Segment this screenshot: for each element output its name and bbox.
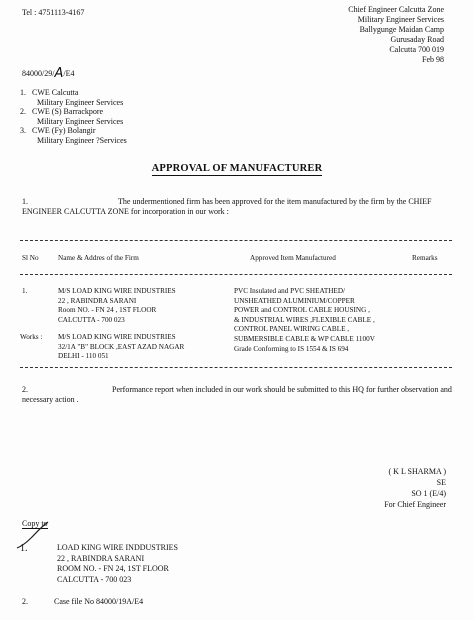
header-firm-name: Name & Addres of the Firm — [58, 254, 139, 262]
office-address-line: Military Engineer Services — [357, 15, 444, 24]
firm-address-line: CALCUTTA - 700 023 — [58, 315, 125, 324]
case-file-entry — [22, 597, 143, 607]
paragraph-text: Performance report when included in our work should be submitted to this HQ for further observation and necessary action . — [22, 385, 452, 404]
paragraph-2 — [22, 385, 452, 405]
paragraph-1 — [22, 197, 452, 217]
signatory-name: ( K L SHARMA ) — [388, 467, 446, 476]
copy-item-number: 2. — [22, 597, 28, 606]
approved-item-description — [234, 287, 375, 354]
header-remarks: Remarks — [412, 254, 438, 262]
copy-address-line: 22 , RABINDRA SARANI — [57, 553, 145, 563]
works-entry — [20, 333, 185, 361]
addressee-list — [20, 88, 127, 146]
paragraph-number: 2. — [22, 385, 28, 394]
copy-to-heading: Copy to — [22, 519, 48, 528]
works-address-line: DELHI - 110 051 — [58, 352, 109, 361]
reference-number — [22, 68, 74, 79]
signature-block — [0, 466, 446, 510]
office-address-line: Gurusaday Road — [390, 35, 444, 44]
signatory-for: For Chief Engineer — [384, 500, 446, 509]
document-title: APPROVAL OF MANUFACTURER — [151, 163, 323, 174]
works-label: Works : — [20, 333, 43, 341]
works-address-line: M/S LOAD KING WIRE INDUSTRIES — [58, 333, 176, 341]
copy-address-line: CALCUTTA - 700 023 — [57, 574, 132, 584]
item-line: SUBMERSIBLE CABLE & WP CABLE 1100V — [234, 334, 375, 343]
addressee-item: 3. CWE (Fy) Bolangir — [20, 126, 96, 136]
addressee-item: 2. CWE (S) Barrackpore — [20, 107, 104, 117]
reference-suffix: /E4 — [63, 69, 75, 78]
table-top-rule — [20, 240, 452, 241]
reference-prefix: 84000/29/ — [22, 69, 55, 78]
signatory-rank: SE — [436, 478, 446, 487]
paragraph-text: The undermentioned firm has been approved for the item manufactured by the firm by the CHIEF ENGINEER CALCUTTA ZONE for incorporation in our work : — [22, 197, 432, 216]
copy-item-number: 1. — [20, 543, 28, 554]
handwritten-mark: A — [54, 66, 64, 81]
date-line: Feb 98 — [422, 55, 444, 64]
paragraph-number: 1. — [22, 197, 28, 206]
handwritten-tick-mark — [14, 518, 54, 562]
table-bottom-rule — [20, 367, 452, 368]
copy-address-line: LOAD KING WIRE INDDUSTRIES — [57, 543, 178, 552]
item-line: CONTROL PANEL WIRING CABLE , — [234, 325, 350, 334]
office-address — [348, 5, 444, 65]
firm-address-line: 22 , RABINDRA SARANI — [58, 296, 137, 305]
office-address-line: Ballygunge Maidan Camp — [359, 25, 444, 34]
item-line: & INDUSTRIAL WIRES ,FLEXIBLE CABLE , — [234, 315, 375, 324]
firm-address-line: Room NO. - FN 24 , 1ST FLOOR — [58, 306, 157, 315]
table-header-rule — [20, 274, 452, 275]
addressee-item: 1. CWE Calcutta — [20, 88, 79, 97]
copy-address-line: ROOM NO. - FN 24, 1ST FLOOR — [57, 564, 169, 573]
case-file-number: Case file No 84000/19A/E4 — [54, 597, 144, 606]
addressee-item: Military Engineer Services — [37, 97, 124, 107]
item-line: PVC Insulated and PVC SHEATHED/ — [234, 287, 346, 295]
firm-address-line: M/S LOAD KING WIRE INDUSTRIES — [58, 287, 176, 295]
header-approved-item: Approved Item Manufactured — [250, 254, 336, 262]
copy-recipient-address — [57, 543, 178, 585]
header-sl-no: Sl No — [22, 254, 39, 262]
firm-serial: 1. — [22, 287, 28, 295]
office-address-line: Chief Engineer Calcutta Zone — [348, 5, 444, 14]
telephone-number: Tel : 4751113-4167 — [22, 8, 85, 17]
item-line: Grade Conforming to IS 1554 & IS 694 — [234, 344, 349, 353]
works-address-line: 32/1A "B" BLOCK ,EAST AZAD NAGAR — [58, 342, 185, 351]
item-line: POWER and CONTROL CABLE HOUSING , — [234, 306, 370, 315]
addressee-item: Military Engineer Services — [37, 116, 124, 126]
signatory-appointment: SO 1 (E/4) — [411, 489, 446, 498]
office-address-line: Calcutta 700 019 — [389, 45, 444, 54]
addressee-item: Military Engineer ?Services — [37, 135, 127, 145]
item-line: UNSHEATHED ALUMINIUM/COPPER — [234, 296, 355, 305]
